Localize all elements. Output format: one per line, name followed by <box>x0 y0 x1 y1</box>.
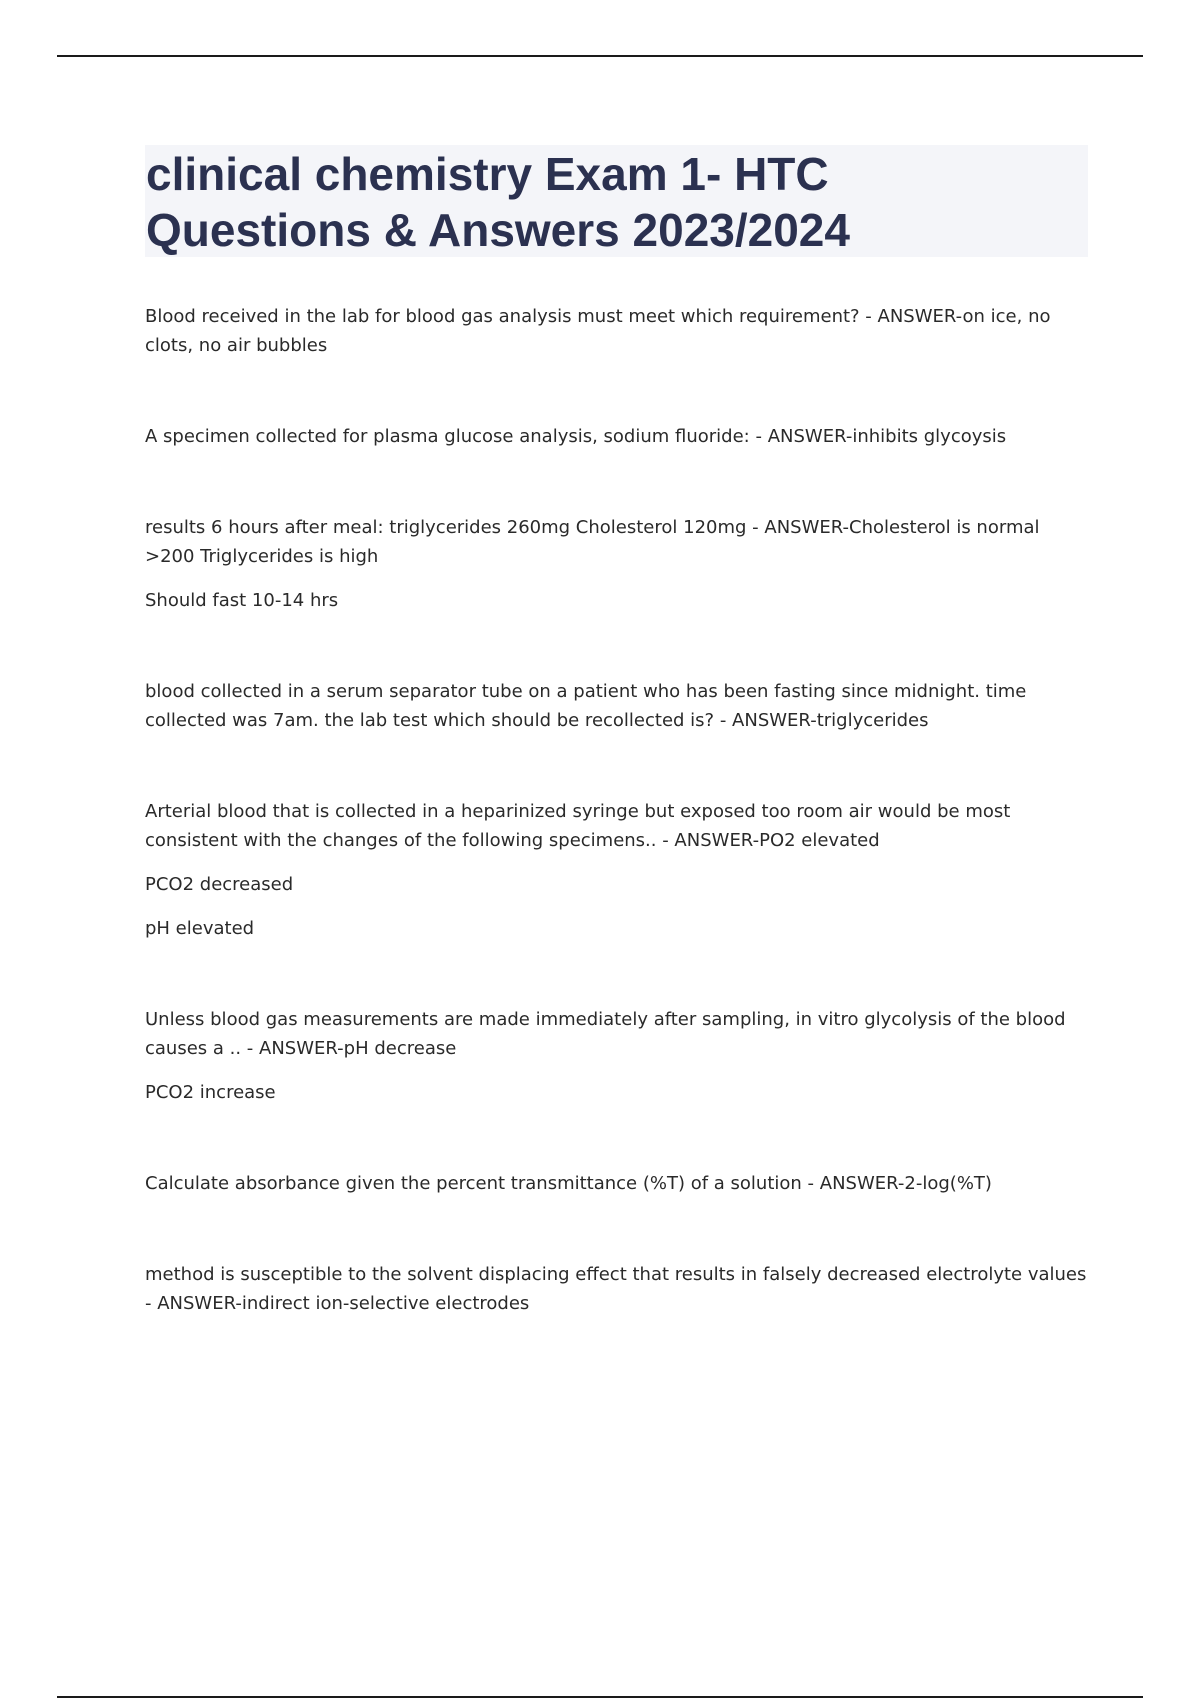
footer-rule <box>57 1696 1143 1698</box>
qa-item <box>145 1005 1090 1107</box>
page-title <box>146 146 1076 258</box>
qa-question: Calculate absorbance given the percent transmittance (%T) of a solution - ANSWER-2-log(%T) <box>145 1173 992 1194</box>
qa-item <box>145 422 1090 451</box>
qa-item <box>145 677 1090 735</box>
qa-question: results 6 hours after meal: triglycerides 260mg Cholesterol 120mg - ANSWER-Cholesterol is normal >200 Triglycerides is high <box>145 517 1040 567</box>
header-rule <box>57 55 1143 57</box>
qa-question: blood collected in a serum separator tube on a patient who has been fasting since midnight. time collected was 7am. the lab test which should be recollected is? - ANSWER-triglycerides <box>145 681 1027 731</box>
qa-answer-line: PCO2 decreased <box>145 874 294 895</box>
qa-question: A specimen collected for plasma glucose analysis, sodium fluoride: - ANSWER-inhibits glycoysis <box>145 426 1007 447</box>
title-line-1: clinical chemistry Exam 1- HTC <box>146 148 829 200</box>
qa-item <box>145 302 1090 360</box>
qa-item <box>145 797 1090 943</box>
qa-question: Blood received in the lab for blood gas analysis must meet which requirement? - ANSWER-on ice, no clots, no air bubbles <box>145 306 1051 356</box>
qa-answer-line: Should fast 10-14 hrs <box>145 590 339 611</box>
qa-item <box>145 513 1090 615</box>
qa-list <box>145 302 1090 1380</box>
qa-answer-line: PCO2 increase <box>145 1082 276 1103</box>
qa-question: Unless blood gas measurements are made immediately after sampling, in vitro glycolysis of the blood causes a .. - ANSWER-pH decrease <box>145 1009 1066 1059</box>
qa-answer-line: pH elevated <box>145 918 255 939</box>
qa-question: method is susceptible to the solvent displacing effect that results in falsely decreased electrolyte values - ANSWER-indirect ion-selective electrodes <box>145 1264 1087 1314</box>
title-line-2: Questions & Answers 2023/2024 <box>146 204 850 256</box>
qa-item <box>145 1169 1090 1198</box>
qa-question: Arterial blood that is collected in a heparinized syringe but exposed too room air would be most consistent with the changes of the following specimens.. - ANSWER-PO2 elevated <box>145 801 1011 851</box>
qa-item <box>145 1260 1090 1318</box>
